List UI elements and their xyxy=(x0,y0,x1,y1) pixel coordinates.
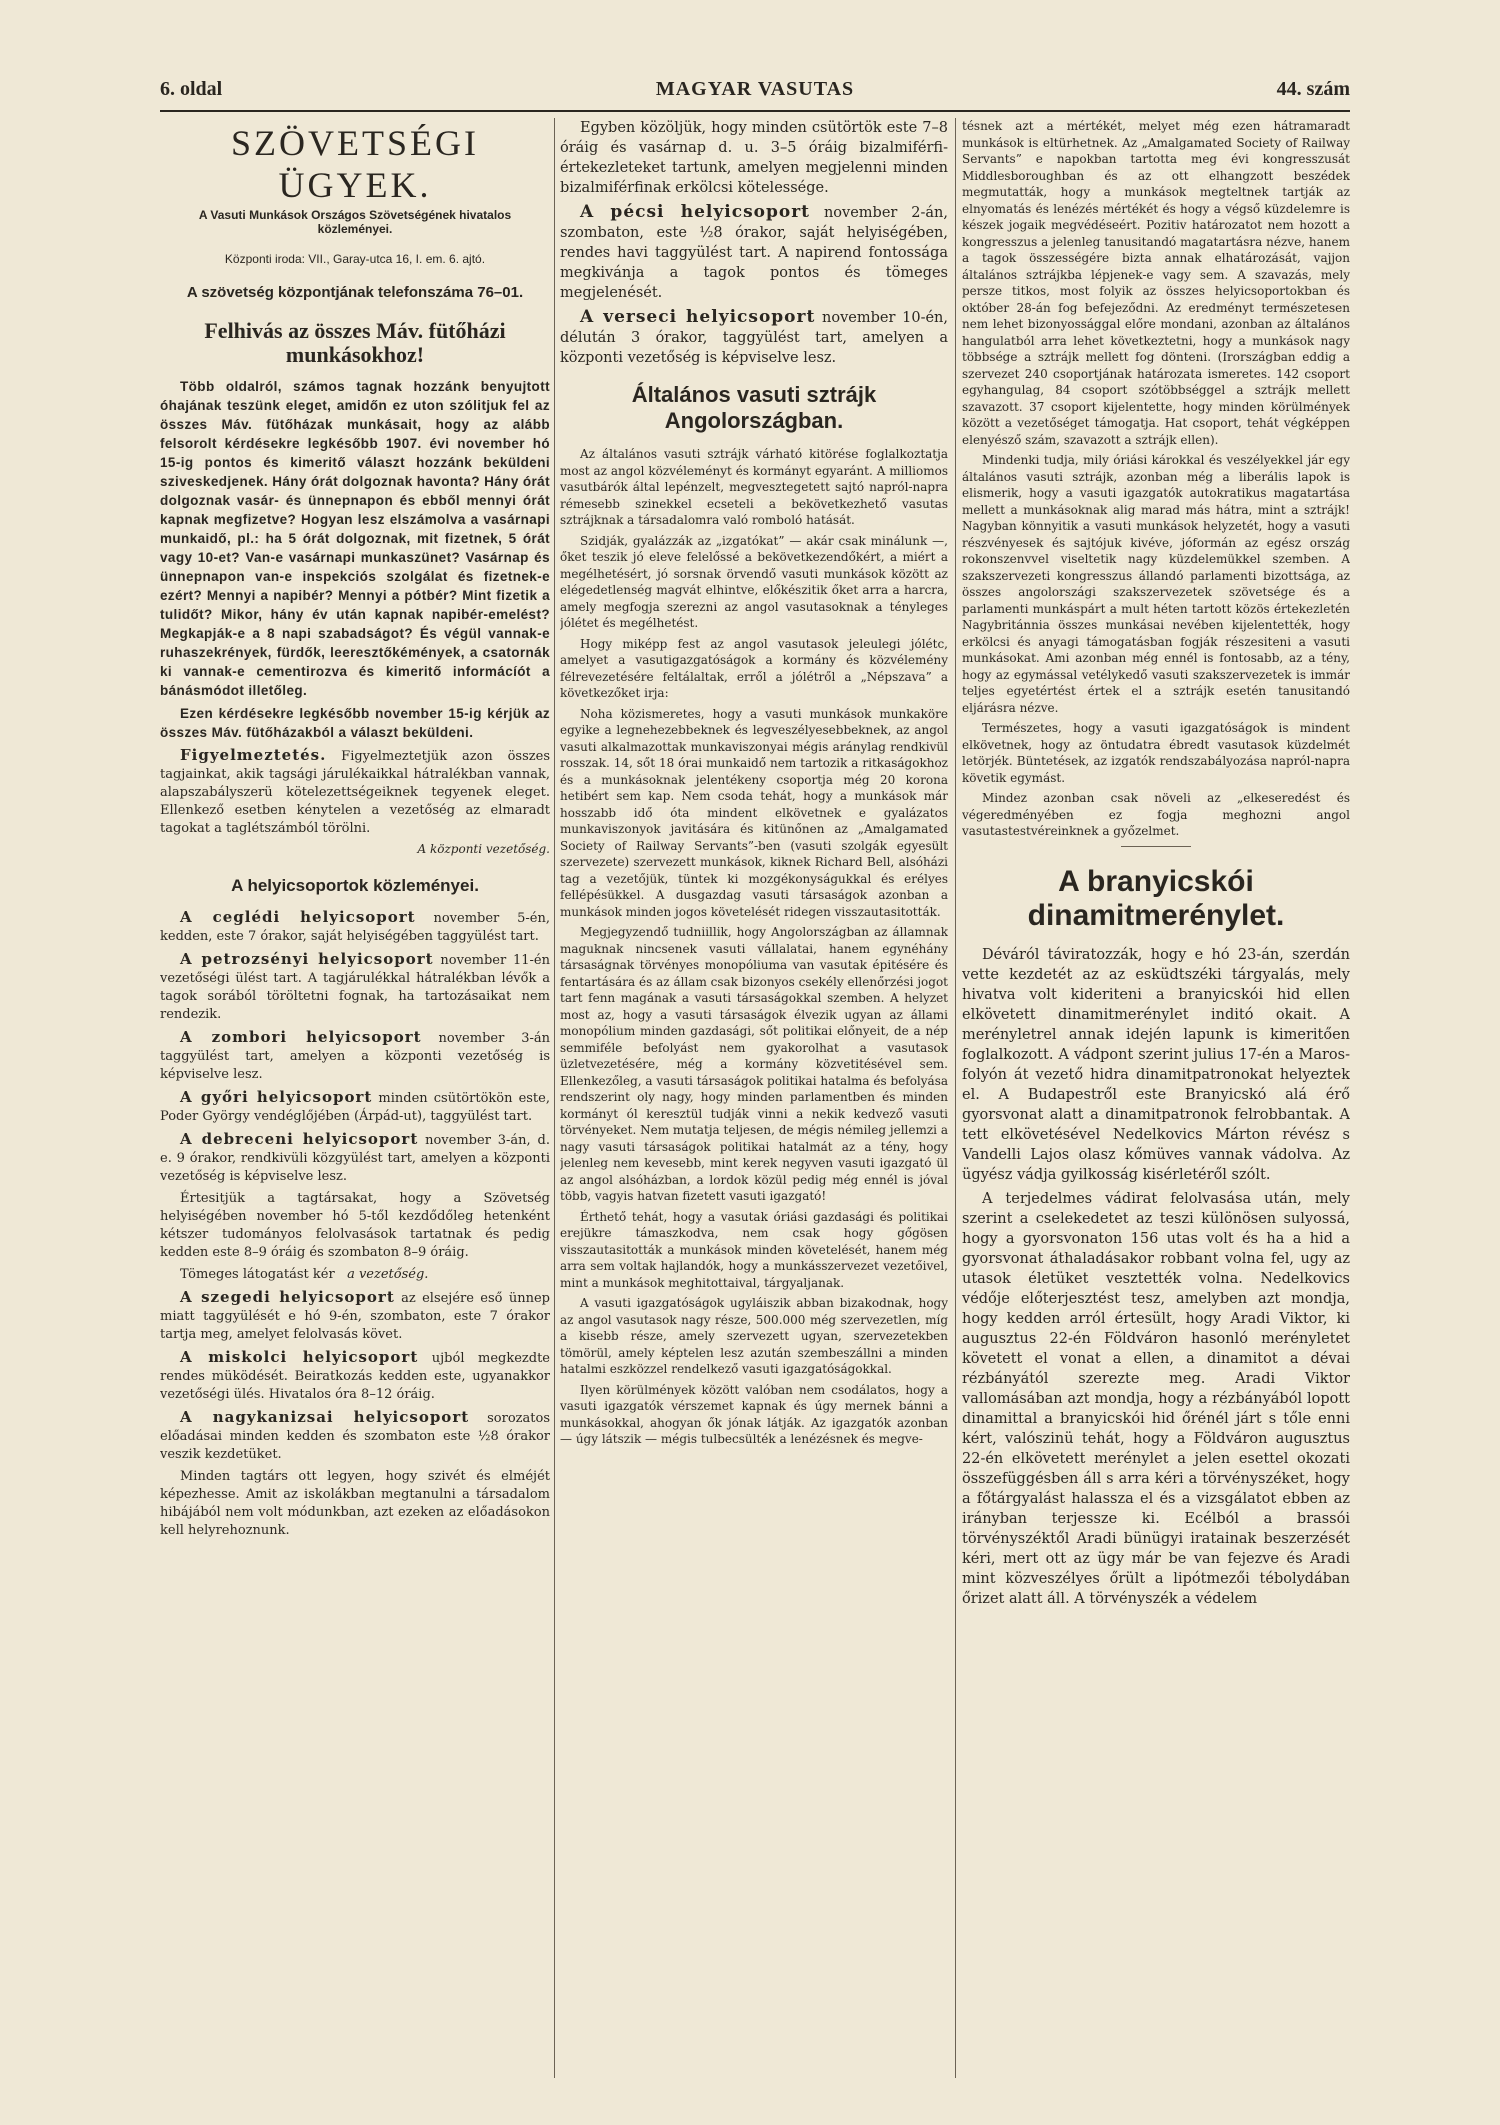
group-text: november 2-án, szombaton, este ½8 órakor, saját helyiségében, rendes havi taggyülést tart. A napirend fontossága megkivánja a tagok pontos és tömeges megjelenését. xyxy=(560,205,948,301)
group-name: A debreceni helyicsoport xyxy=(180,1130,419,1148)
group-notice-text: Minden tagtárs ott legyen, hogy szivét és elméjét képezhesse. Amit az iskolákban megtanulni a társadalom hibájából nem volt módunkban, azt ezeken az előadásokon kell helyrehoznunk. xyxy=(160,1469,550,1538)
office-address: Központi iroda: VII., Garay-utca 16, I. em. 6. ajtó. xyxy=(224,252,486,266)
group-text: november 5-én, kedden, este 7 órakor, saját helyiségében taggyülést tart. xyxy=(160,911,550,944)
group-notice xyxy=(560,202,948,303)
group-notice xyxy=(160,1288,550,1344)
group-name: A nagykanizsai helyicsoport xyxy=(180,1408,470,1426)
group-text: minden csütörtökön este, Poder György vendéglőjében (Árpád-ut), taggyülést tart. xyxy=(160,1091,550,1124)
article-paragraph: Mindez azonban csak növeli az „elkeseredést és végeredményében ez fogja meghozni angol vasutastestvéreinknek a győzelmet. xyxy=(962,791,1350,838)
group-text: ujból megkezdte rendes müködését. Beiratkozás kedden este, ugyanakkor vezetőségi ülés. Hivatalos óra 8–12 óráig. xyxy=(160,1351,550,1402)
phone-number: A szövetség központjának telefonszáma 76–01. xyxy=(186,284,524,301)
issue-number: 44. szám xyxy=(1276,78,1350,100)
group-name: A zombori helyicsoport xyxy=(180,1028,422,1046)
article-paragraph: Természetes, hogy a vasuti igazgatóságok is mindent elkövetnek, hogy az öntudatra ébredt vasutasok küzdelmét letörjék. Büntetések, az izgatók rendszabályozása napról-napra követik egymást. xyxy=(962,721,1350,785)
group-notice xyxy=(160,950,550,1024)
article-paragraph: Megjegyzendő tudniillik, hogy Angolországban az államnak maguknak nincsenek vasuti vállalatai, hanem egynéhány társaságnak törvényes monopóliuma van vasutak épitésére és fentartására és az állam csak bizonyos csekély ellenőrzési jogot tart fenn magának a vasuti társaságokkal szemben. A helyzet most az, hogy a vasuti társaságok élvezik ugyan az állami monopólium minden gazdasági, sőt politikai előnyeit, de a nép semmiféle befolyást nem gyakorolhat a vasutasok üzletvezetésére, még a kormány közvetitésével sem. Ellenkezőleg, a vasuti társaságok politikai hatalma és befolyása rendszerint oly nagy, hogy minden parlamentben és minden kormányt ól keresztül tudják vinni a nekik kedvező vasuti törvényeket. Nem mutatja teljesen, de mégis némileg jellemzi a nagy vasuti társaságok politikai hatalmát az a tény, hogy jelenleg nem kevesebb, mint kerek negyven vasuti igazgató ül az angol alsóházban, a lordok közül pedig még ennél is jóval több, vagyis hatvan fizetett vasuti igazgató! xyxy=(560,925,948,1203)
group-name: A ceglédi helyicsoport xyxy=(180,908,416,926)
group-text: november 3-án, d. e. 9 órakor, rendkivüli közgyülést tart, amelyen a központi vezetőség is képviselve lesz. xyxy=(160,1133,550,1184)
appeal-close: Ezen kérdésekre legkésőbb november 15-ig kérjük az összes Máv. fütőházakból a választ beküldeni. xyxy=(160,706,550,740)
group-notice xyxy=(560,307,948,368)
close-signature: a vezetőség. xyxy=(347,1267,429,1282)
group-text: november 3-án taggyülést tart, amelyen a központi vezetőség is képviselve lesz. xyxy=(160,1031,550,1082)
newspaper-title: MAGYAR VASUTAS xyxy=(655,78,855,100)
article-paragraph: tésnek azt a mértékét, melyet még ezen hátramaradt munkások is eltürhetnek. Az „Amalgamated Society of Railway Servants” e napokban tartotta meg évi kongresszusát Middlesboroughban és az ott elhangzott beszédek megmutatták, hogy a munkások megteltnek tartják az elnyomatás és lenézés mértékét és hogy a végső küzdelemre is készek jogaik megvédéseért. Pozitiv határozatot nem hozott a kongresszus a jelenleg tanusitandó magatartásra nézve, hanem a tagok összességére bizta annak elhatározását, vajjon általános sztrájkba lépjenek-e vagy sem. A szavazás, mely persze titkos, most folyik az összes helyicsoportokban és október 28-án fog befejeződni. Az eredményt természetesen nem lehet bizonyossággal előre mondani, azonban az általános hangulatból arra lehet következtetni, hogy a munkások nagy többsége a sztrájk mellett fog dönteni. (Irországban eddig a szervezet 240 csoportjának határozata ismeretes. 142 csoport egyhangulag, 84 csoport szótöbbséggel a sztrájk mellett szavazott. 37 csoport kijelentette, hogy minden körülmények között a vezetőséget támogatja. Hat csoport, tehát végképpen elenyésző szám, szavazott a sztrájk ellen). xyxy=(962,119,1350,447)
article-paragraph: Ilyen körülmények között valóban nem csodálatos, hogy a vasuti igazgatók vérszemet kapnak és úgy mernek bánni a munkásokkal, ahogyan ők jónak látják. Az igazgatók azonban — úgy látszik — mégis tulbecsülték a lenézésnek és megve- xyxy=(560,1382,948,1446)
group-text: az elsejére eső ünnep miatt taggyülését e hó 9-én, szombaton, este 7 órakor tartja meg, amelyet felolvasás követ. xyxy=(160,1291,550,1342)
group-text: sorozatos előadásai minden kedden és szombaton este ½8 órakor veszik kezdetüket. xyxy=(160,1411,550,1462)
group-name: A verseci helyicsoport xyxy=(580,307,816,327)
group-notice xyxy=(160,1408,550,1464)
appeal-text: Több oldalról, számos tagnak hozzánk benyujtott óhajának teszünk eleget, amidőn ez uton szólitjuk fel az összes Máv. fütőházak munkásait, hogy az alább felsorolt kérdésekre legkésőbb 1907. évi november hó 15-ig pontos és kimeritő választ hozzánk beküldeni sziveskedjenek. Hány órát dolgoznak havonta? Hány órát dolgoznak vasár- és ünnepnapon és ebből mennyi órát kapnak megfizetve? Hogyan lesz elszámolva a vasárnapi munkaidő, pl.: ha 5 órát dolgoznak, mit fizetnek, 5 órát vagy 10-et? Van-e vasárnapi munkaszünet? Vasárnap és ünnepnapon van-e inspekciós szolgálat és fizetnek-e ezért? Mennyi a napibér? Mennyi a pótbér? Mint fizetik a tulidőt? Mikor, hány év után kapnak napibér-emelést? Megkapják-e a 8 napi szabadságot? És végül vannak-e ruhaszekrények, fürdők, leeresztőkémények, a csatornák ki vannak-e cementirozva és kimeritő informácíót a bánásmódot illetőleg. xyxy=(160,379,550,698)
group-name: A szegedi helyicsoport xyxy=(180,1288,395,1306)
close-text: Tömeges látogatást kér xyxy=(180,1267,335,1282)
page-number: 6. oldal xyxy=(160,78,223,100)
article-paragraph: Érthető tehát, hogy a vasutak óriási gazdasági és politikai erejükre támaszkodva, nem csak hogy gőgösen visszautasitották a munkások minden követelését, hanem még arra sem voltak hajlandók, hogy a munkásszervezet vezetőivel, mint a munkások meghitottaival, tárgyaljanak. xyxy=(560,1209,948,1290)
group-notice xyxy=(160,1348,550,1404)
section-subtitle: A Vasuti Munkások Országos Szövetségének hivatalos közleményei. xyxy=(198,208,512,236)
article-separator xyxy=(1121,846,1191,847)
article-paragraph: Mindenki tudja, mily óriási károkkal és veszélyekkel jár egy általános vasuti sztrájk, azonban még a liberális lapok is elismerik, hogy a vasuti igazgatók autokratikus magatartása mellett a munkásoknak alig marad más hátra, mint a sztrájk! Nagyban könnyitik a vasuti munkások helyzetét, hogy a vasuti részvényesek és sajtójuk kivéve, jóformán az egész ország rokonszenvvel viseltetik nagy küzdelemükkel szemben. A szakszervezeti kongresszus állandó parlamenti bizottsága, az összes angolországi szakszervezetek szövetsége és a parlamenti munkáspárt a mult héten tartott közös értekezletén Nagybritánnia összes munkásai nevében kijelentették, hogy erkölcsi és anyagi támogatásban fogják részesiteni a vasuti munkásokat. Ami azonban még ennél is fontosabb, az a tény, hogy az egymással vetélykedő vasuti szakszervezetek is immár teljes egyetértést értek el a sztrájk esetén tanusitandó eljárásra nézve. xyxy=(962,453,1350,715)
group-notice xyxy=(160,1130,550,1186)
column-1 xyxy=(160,118,550,2078)
group-notice xyxy=(160,908,550,946)
group-name: A miskolci helyicsoport xyxy=(180,1348,419,1366)
page-header xyxy=(160,78,1350,106)
article-paragraph: A terjedelmes vádirat felolvasása után, mely szerint a cselekedetet az teszi különösen sulyossá, hogy a gyorsvonaton 156 utas volt és ha a hid a gyorsvonat áthaladásakor robbant volna fel, ugy az utasok életüket vesztették volna. Nedelkovics védője előterjesztést tesz, amelyben azt mondja, hogy kedden arról értesült, hogy Aradi Viktor, ki augusztus 22-én Földváron hasonló merényletet követett el vonat a ellen, a dinamitot a dévai rézbányától szerezte meg. Aradi Viktor vallomásában azt mondja, hogy a rézbányából lopott dinamittal a branyicskói hid őrénél járt s tőle enni kért, valószinü tehát, hogy a Földváron augusztus 22-én elkövetett merénylet a jelen esettel okozati összefüggésben áll s arra kéri a törvényszéket, hogy a főtárgyalást halassza el és a vizsgálatot ebben az irányban terjessze ki. Ecélból a brassói törvényszéktől Aradi bünügyi iratainak beszerzését kéri, mert ott az ügy már be van fejezve és Aradi mint közveszélyes őrült a lipótmezői tébolydában őrizet alatt áll. A törvényszék a védelem xyxy=(962,1190,1350,1607)
trustee-notice: Egyben közöljük, hogy minden csütörtök este 7–8 óráig és vasárnap d. u. 3–5 óráig bizalmiférfi-értekezleteket tartunk, amelyen megjelenni minden bizalmiférfinak erkölcsi kötelessége. xyxy=(560,120,948,196)
groups-title: A helyicsoportok közleményei. xyxy=(231,876,479,895)
group-name: A petrozsényi helyicsoport xyxy=(180,950,434,968)
column-2 xyxy=(560,118,948,2078)
group-notice xyxy=(160,1088,550,1126)
article-paragraph: Noha közismeretes, hogy a vasuti munkások munkaköre egyike a legnehezebbeknek és legveszélyesebbeknek, az angol vasuti alkalmazottak munkaviszonyai mégis aránylag rendkivül rosszak. 14, sőt 18 órai munkaidő nem tartozik a ritkaságokhoz és a munkásoknak jelentékeny csoportja még 20 korona hetibért sem kap. Nem csoda tehát, hogy a munkások már hosszabb idő óta mindent elkövetnek e gyalázatos munkaviszonyok javitására és kitünőnen az „Amalgamated Society of Railway Servants”-ben (vasuti szolgák egyesült szervezete) szervezett munkások, kiknek Richard Bell, alsóházi tag a vezetőjük, tüntek ki mozgékonyságukkal és erélyes fellépésükkel. A dusgazdag vasuti társaságok azonban a munkások minden jogos követelését ridegen visszautasitották. xyxy=(560,706,948,919)
group-text: november 10-én, délután 3 órakor, taggyülést tart, amelyen a központi vezetőség is képviselve lesz. xyxy=(560,310,948,366)
article-paragraph: Az általános vasuti sztrájk várható kitörése foglalkoztatja most az angol közvéleményt és kormányt egyaránt. A milliomos vasutbárók által lepénzelt, megvesztegetett sajtó napról-napra rémesebb szinekkel ecseteli a bekövetkezhető vasutas sztrájknak a társadalomra való romboló hatását. xyxy=(560,447,948,527)
appeal-title: Felhivás az összes Máv. fütőházi munkásokhoz! xyxy=(204,318,506,367)
header-rule xyxy=(160,110,1350,112)
column-divider xyxy=(955,118,956,2078)
warning-heading: Figyelmeztetés. xyxy=(180,746,327,764)
group-notice xyxy=(160,1028,550,1084)
group-notice-close xyxy=(160,1266,550,1284)
section-title: SZÖVETSÉGI ÜGYEK. xyxy=(231,123,479,205)
group-notice-text: Értesitjük a tagtársakat, hogy a Szövetség helyiségében november hó 5-től kezdődőleg hetenként kétszer tudományos felolvasások tartatnak és pedig kedden este 8–9 óráig és szombaton 8–9 óráig. xyxy=(160,1191,550,1260)
article-title-strike: Általános vasuti sztrájk Angolországban. xyxy=(631,382,877,433)
article-paragraph: Szidják, gyalázzák az „izgatókat” — akár csak minálunk —, őket teszik jó eleve felelőssé a bekövetkezendőkért, a miért a megélhetésért, jó sorsnak örvendő vasuti munkások között az elégedetlenség magvát elhintve, előkészitik őket arra a harcra, amely megfogja szerezni az angol vasutasoknak a tényleges jólétet és megélhetést. xyxy=(560,533,948,630)
article-paragraph: Déváról táviratozzák, hogy e hó 23-án, szerdán vette kezdetét az az esküdtszéki tárgyalás, mely hivatva volt kideriteni a branyicskói hid ellen elkövetett dinamitmerénylet inditó okait. A merényletrel annak idején lapunk is kimeritően foglalkozott. A vádpont szerint julius 17-én a Maros-folyón át vezető hidra dinamitpatronokat helyeztek el. A Budapestről este Branyicskó alá érő gyorsvonat alatt a dinamitpatronok felrobbantak. A tett elkövetésével Nedelkovics Márton révész s Vandelli Lajos olasz kőmüves vannak vádolva. Az ügyész vádja gyilkosság kisérletéről szólt. xyxy=(962,946,1350,1183)
warning-text: Figyelmeztetjük azon összes tagjainkat, akik tagsági járulékaikkal hátralékban vannak, alapszabályszerü kötelezettségeiknek tegyenek eleget. Ellenkező esetben kénytelen a vezetőség az elmaradt tagokat a taglétszámból törölni. xyxy=(160,749,550,836)
column-3 xyxy=(962,118,1350,2078)
article-paragraph: Hogy miképp fest az angol vasutasok jeleulegi jólétc, amelyet a vasutigazgatóságok a kormány és közvélemény félrevezetésére feltálaltak, erről a jólétről a „Népszava” a következőket irja: xyxy=(560,636,948,700)
warning-signature: A központi vezetőség. xyxy=(417,842,550,856)
group-name: A pécsi helyicsoport xyxy=(580,202,811,222)
group-text: november 11-én vezetőségi ülést tart. A tagjárulékkal hátralékban lévők a tagok sorából töröltetni fognak, ha tartozásaikat nem rendezik. xyxy=(160,953,550,1022)
warning-paragraph xyxy=(160,746,550,838)
article-title-dynamite: A branyicskói dinamitmerénylet. xyxy=(1027,864,1285,932)
article-paragraph: A vasuti igazgatóságok ugyláiszik abban bizakodnak, hogy az angol vasutasok nagy része, 500.000 még szervezetlen, míg a kisebb része, amely szervezett ugyan, szervezetekben tömörül, amely képtelen lesz azután szembeszállni a minden hatalmi eszközzel rendelkező vasuti igazgatóságokkal. xyxy=(560,1296,948,1376)
group-name: A győri helyicsoport xyxy=(180,1088,373,1106)
column-divider xyxy=(554,118,555,2078)
